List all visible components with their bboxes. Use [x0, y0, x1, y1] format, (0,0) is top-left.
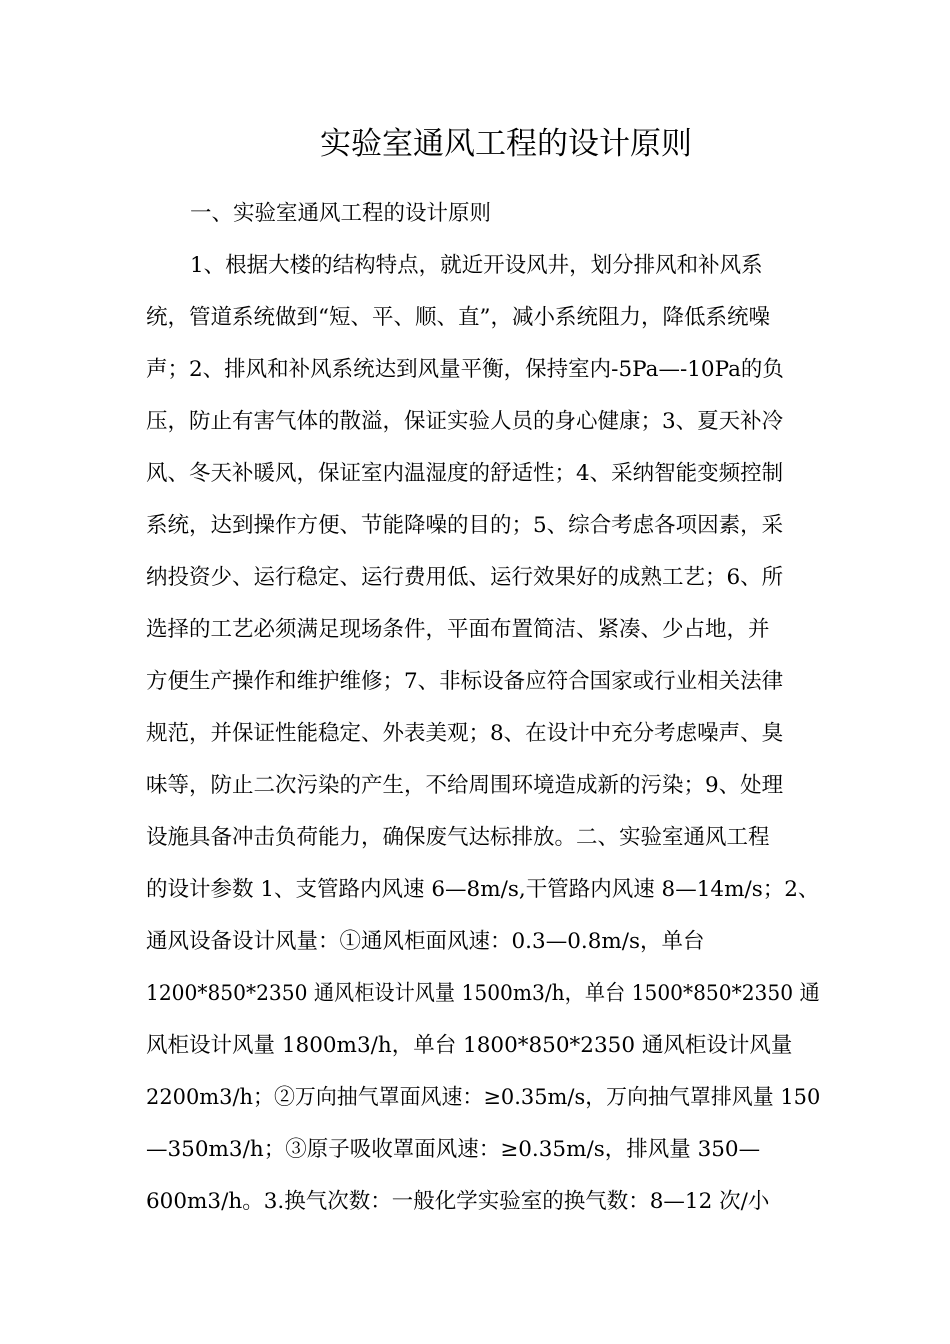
- paragraph-line: 系统，达到操作方便、节能降噪的目的；5、综合考虑各项因素，采: [146, 513, 784, 538]
- paragraph-line: 2200m3/h；②万向抽气罩面风速：≥0.35m/s，万向抽气罩排风量 150: [146, 1085, 821, 1110]
- paragraph-line: 压，防止有害气体的散溢，保证实验人员的身心健康；3、夏天补冷: [146, 409, 784, 434]
- paragraph-line: 通风设备设计风量：①通风柜面风速：0.3—0.8m/s，单台: [146, 929, 705, 954]
- paragraph-line: 味等，防止二次污染的产生，不给周围环境造成新的污染；9、处理: [146, 773, 784, 798]
- paragraph-line: 风、冬天补暖风，保证室内温湿度的舒适性；4、采纳智能变频控制: [146, 461, 784, 486]
- paragraph-line: 1200*850*2350 通风柜设计风量 1500m3/h，单台 1500*850*2350 通: [146, 981, 820, 1006]
- paragraph-line: 方便生产操作和维护维修；7、非标设备应符合国家或行业相关法律: [146, 669, 784, 694]
- document-title: 实验室通风工程的设计原则: [320, 126, 692, 162]
- paragraph-line: —350m3/h；③原子吸收罩面风速：≥0.35m/s，排风量 350—: [146, 1137, 761, 1162]
- paragraph-line: 统，管道系统做到“短、平、顺、直”，减小系统阻力，降低系统噪: [146, 305, 770, 330]
- paragraph-line: 选择的工艺必须满足现场条件，平面布置简洁、紧凑、少占地，并: [146, 617, 770, 642]
- paragraph-line: 声；2、排风和补风系统达到风量平衡，保持室内-5Pa—-10Pa的负: [146, 357, 784, 382]
- paragraph-line: 规范，并保证性能稳定、外表美观；8、在设计中充分考虑噪声、臭: [146, 721, 784, 746]
- paragraph-line: 纳投资少、运行稳定、运行费用低、运行效果好的成熟工艺；6、所: [146, 565, 784, 590]
- paragraph-line: 1、根据大楼的结构特点，就近开设风井，划分排风和补风系: [190, 253, 763, 278]
- paragraph-line: 风柜设计风量 1800m3/h，单台 1800*850*2350 通风柜设计风量: [146, 1033, 793, 1058]
- paragraph-line: 的设计参数 1、支管路内风速 6—8m/s,干管路内风速 8—14m/s；2、: [146, 877, 820, 902]
- section-heading: 一、实验室通风工程的设计原则: [190, 201, 492, 226]
- paragraph-line: 600m3/h。3.换气次数：一般化学实验室的换气数：8—12 次/小: [146, 1189, 770, 1214]
- paragraph-line: 设施具备冲击负荷能力，确保废气达标排放。二、实验室通风工程: [146, 825, 770, 850]
